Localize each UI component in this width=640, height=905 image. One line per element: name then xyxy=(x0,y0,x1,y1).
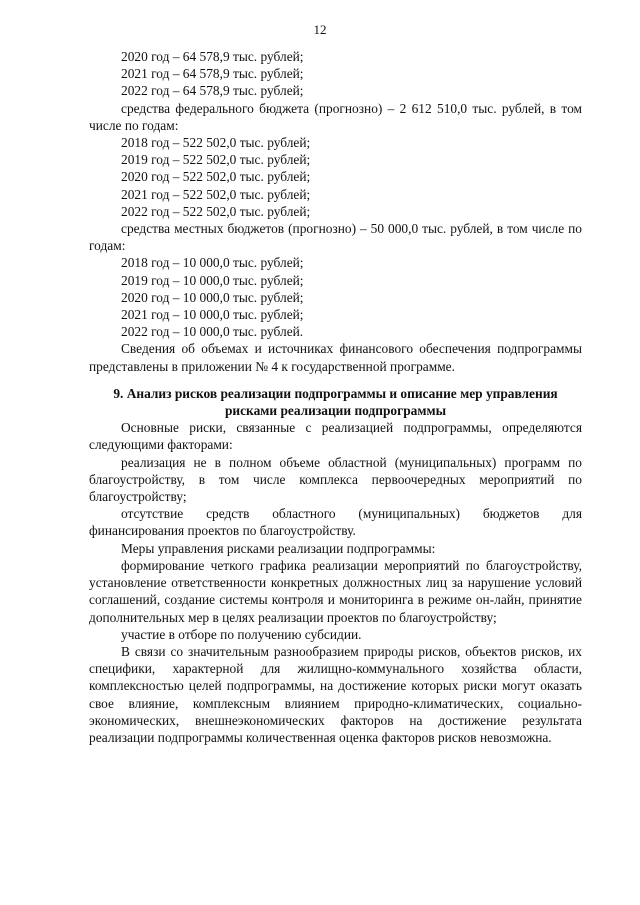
federal-year-line: 2018 год – 522 502,0 тыс. рублей; xyxy=(121,135,311,151)
measure-item: участие в отборе по получению субсидии. xyxy=(121,626,362,642)
section-heading-line: 9. Анализ рисков реализации подпрограммы и описание мер управления xyxy=(113,385,558,401)
federal-year-line: 2022 год – 522 502,0 тыс. рублей; xyxy=(121,203,311,219)
funding-line: 2022 год – 64 578,9 тыс. рублей; xyxy=(121,83,304,99)
risks-intro-paragraph: Основные риски, связанные с реализацией подпрограммы, определяются следующими факторами: xyxy=(89,420,582,453)
risk-item: реализация не в полном объеме областной (муниципальных) программ по благоустройству, в том числе комплекса первоочередных мероприятий по благоустройству; xyxy=(89,454,582,505)
local-year-line: 2021 год – 10 000,0 тыс. рублей; xyxy=(121,307,304,323)
local-year-line: 2019 год – 10 000,0 тыс. рублей; xyxy=(121,272,304,288)
local-year-line: 2020 год – 10 000,0 тыс. рублей; xyxy=(121,289,304,305)
measures-intro-paragraph: Меры управления рисками реализации подпрограммы: xyxy=(121,540,436,556)
section-heading-line: рисками реализации подпрограммы xyxy=(224,403,447,419)
federal-budget-paragraph: средства федерального бюджета (прогнозно) – 2 612 510,0 тыс. рублей, в том числе по годам: xyxy=(89,100,582,133)
federal-year-line: 2020 год – 522 502,0 тыс. рублей; xyxy=(121,169,311,185)
funding-line: 2020 год – 64 578,9 тыс. рублей; xyxy=(121,49,304,64)
appendix-reference-paragraph: Сведения об объемах и источниках финансового обеспечения подпрограммы представлены в приложении № 4 к государственной программе. xyxy=(89,341,582,374)
measure-item: формирование четкого графика реализации мероприятий по благоустройству, установление ответственности конкретных должностных лиц за нарушение условий соглашений, создание системы контроля и мониторинга в режиме он-лайн, принятие дополнительных мер в целях реализации проектов по благоустройству; xyxy=(89,557,582,625)
section-heading xyxy=(89,385,582,419)
local-year-line: 2022 год – 10 000,0 тыс. рублей. xyxy=(121,324,304,340)
local-year-line: 2018 год – 10 000,0 тыс. рублей; xyxy=(121,255,304,271)
page-number: 12 xyxy=(313,22,327,37)
federal-year-line: 2019 год – 522 502,0 тыс. рублей; xyxy=(121,152,311,168)
page-content xyxy=(89,48,582,746)
funding-line: 2021 год – 64 578,9 тыс. рублей; xyxy=(121,66,304,82)
federal-year-line: 2021 год – 522 502,0 тыс. рублей; xyxy=(121,186,311,202)
risk-item: отсутствие средств областного (муниципальных) бюджетов для финансирования проектов по благоустройству. xyxy=(89,506,582,539)
conclusion-paragraph: В связи со значительным разнообразием природы рисков, объектов рисков, их специфики, характерной для жилищно-коммунального хозяйства области, комплексностью целей подпрограммы, на достижение которых риски могут оказать свое влияние, комплексным влиянием природно-климатических, социально-экономических, внешнеэкономических факторов на достижение результата реализации подпрограммы количественная оценка факторов рисков невозможна. xyxy=(89,643,582,745)
local-budget-paragraph: средства местных бюджетов (прогнозно) – 50 000,0 тыс. рублей, в том числе по годам: xyxy=(89,221,582,254)
